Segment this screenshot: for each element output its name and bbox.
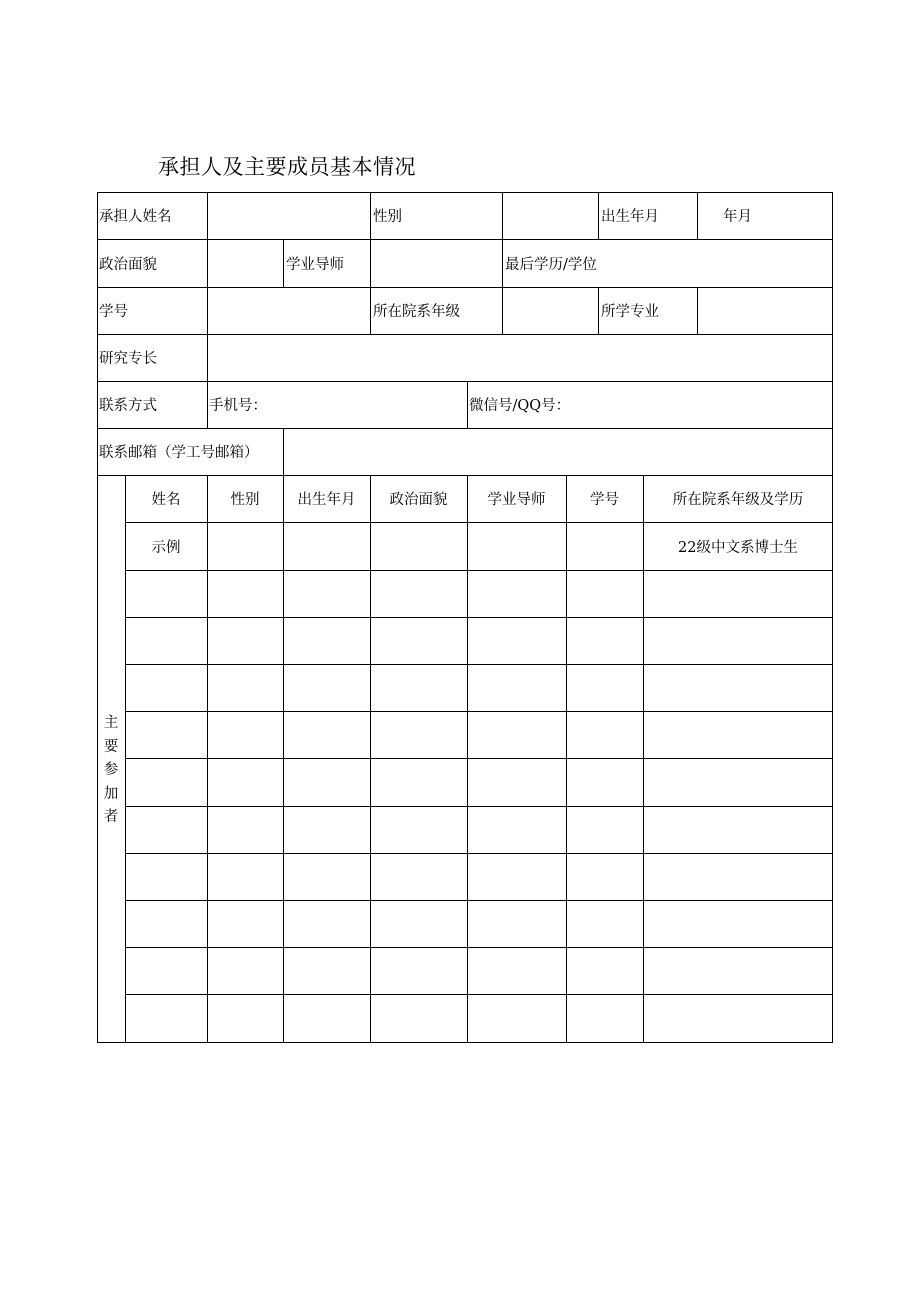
- col-divider: [370, 475, 371, 1043]
- major-label: 所学专业: [601, 304, 659, 320]
- section-char: 主: [103, 715, 119, 731]
- col-divider: [283, 475, 284, 1043]
- section-char: 加: [103, 785, 119, 802]
- dept-grade-field[interactable]: [502, 287, 598, 334]
- row-divider: [125, 900, 833, 901]
- header-advisor: 学业导师: [487, 492, 546, 508]
- row-divider: [125, 664, 833, 665]
- major-field[interactable]: [697, 287, 833, 334]
- lead-name-label: 承担人姓名: [99, 209, 172, 225]
- political-label: 政治面貌: [99, 256, 157, 273]
- birth-field[interactable]: 年月: [723, 209, 752, 225]
- col-divider: [467, 475, 468, 1043]
- col-divider: [370, 192, 371, 239]
- col-divider: [467, 381, 468, 428]
- political-field[interactable]: [207, 239, 283, 287]
- header-dept-degree: 所在院系年级及学历: [672, 492, 804, 508]
- section-char: 参: [103, 762, 119, 778]
- header-name: 姓名: [151, 492, 181, 508]
- gender-field[interactable]: [502, 192, 598, 239]
- col-divider: [283, 239, 284, 287]
- row-divider: [125, 617, 833, 618]
- row-divider: [125, 947, 833, 948]
- row-divider: [125, 570, 833, 571]
- header-student-id: 学号: [590, 492, 619, 508]
- gender-label: 性别: [373, 209, 402, 225]
- advisor-label: 学业导师: [286, 256, 344, 273]
- section-char: 要: [103, 738, 119, 755]
- row-divider: [125, 853, 833, 854]
- example-label: 示例: [151, 539, 181, 556]
- header-gender: 性别: [230, 492, 260, 508]
- wechat-field[interactable]: 微信号/QQ号：: [469, 398, 571, 414]
- col-divider: [370, 287, 371, 334]
- research-label: 研究专长: [99, 351, 157, 367]
- row-divider: [125, 806, 833, 807]
- col-divider: [502, 239, 503, 287]
- phone-field[interactable]: 手机号：: [209, 398, 267, 414]
- dept-grade-label: 所在院系年级: [373, 304, 460, 320]
- col-divider: [207, 475, 208, 1043]
- page-title: 承担人及主要成员基本情况: [158, 155, 416, 179]
- research-field[interactable]: [207, 334, 833, 381]
- col-divider: [566, 475, 567, 1043]
- lead-name-field[interactable]: [207, 192, 370, 239]
- member-info-form: [97, 192, 833, 1043]
- row-divider: [125, 711, 833, 712]
- row-divider: [125, 994, 833, 995]
- col-divider: [207, 381, 208, 428]
- col-divider: [697, 192, 698, 239]
- col-divider: [598, 192, 599, 239]
- members-section-label: [97, 712, 125, 830]
- header-political: 政治面貌: [389, 492, 448, 508]
- birth-label: 出生年月: [601, 209, 659, 225]
- advisor-field[interactable]: [370, 239, 502, 287]
- example-dept: 22级中文系博士生: [678, 539, 798, 556]
- header-birth: 出生年月: [297, 492, 356, 508]
- contact-label: 联系方式: [99, 398, 157, 414]
- student-id-field[interactable]: [207, 287, 370, 334]
- col-divider: [598, 287, 599, 334]
- student-id-label: 学号: [99, 304, 128, 320]
- section-char: 者: [103, 809, 119, 825]
- email-field[interactable]: [283, 428, 833, 475]
- row-divider: [125, 758, 833, 759]
- email-label: 联系邮箱（学工号邮箱）: [99, 445, 259, 461]
- degree-label: 最后学历/学位: [505, 256, 597, 273]
